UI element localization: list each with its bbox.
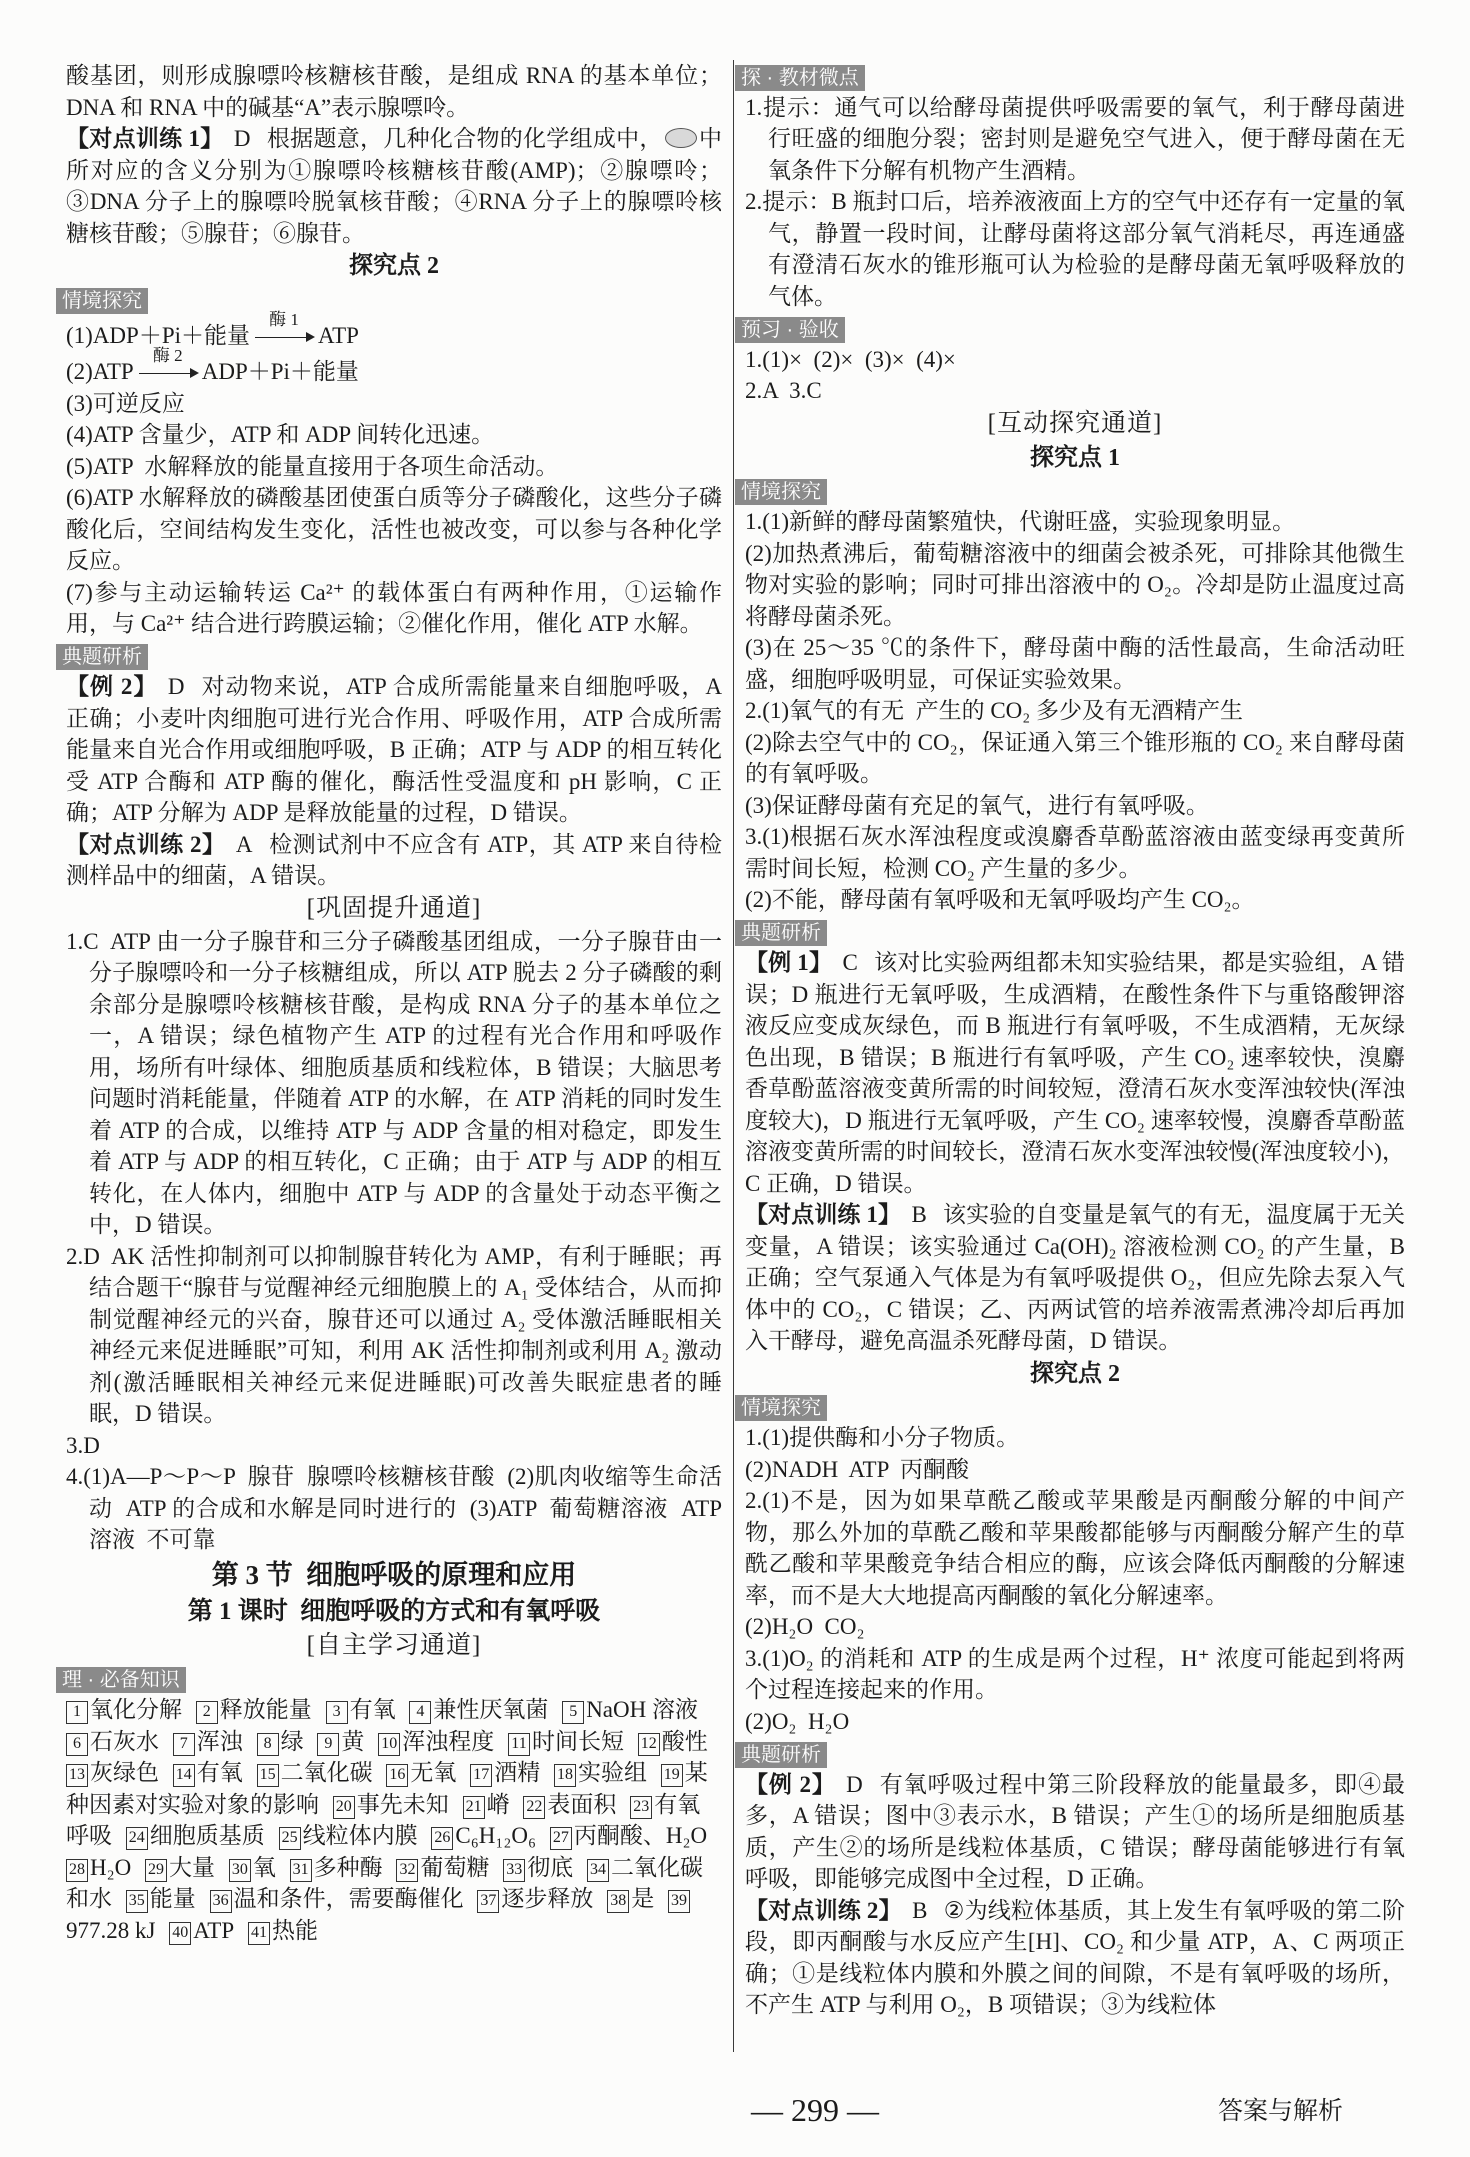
item-text: 有氧	[349, 1697, 396, 1722]
numbered-answer: 2.提示：B 瓶封口后，培养液液面上方的空气中还存有一定量的氧气，静置一段时间，让酵母菌将这部分氧气消耗尽，再连通盛有澄清石灰水的锥形瓶可认为检验的是酵母菌无氧呼吸释放的气体。	[745, 189, 1405, 309]
item-number-box: 41	[248, 1922, 270, 1945]
reaction-right-side: ADP＋Pi＋能量	[201, 359, 359, 384]
answer-item	[66, 1855, 131, 1880]
answer-paragraph: (4)ATP 含量少，ATP 和 ADP 间转化迅速。	[66, 422, 495, 447]
question-answer	[745, 1895, 1405, 2021]
item-number-box: 32	[396, 1859, 418, 1882]
numbered-answer: 4.(1)A—P～P～P 腺苷 腺嘌呤核糖核苷酸 (2)肌肉收缩等生命活动 ATP 的合成和水解是同时进行的 (3)ATP 葡萄糖溶液 ATP 溶液 不可靠	[66, 1464, 728, 1552]
section-tag-row	[62, 1663, 722, 1695]
section-tag: 理 · 必备知识	[56, 1667, 186, 1693]
answer-item	[290, 1855, 383, 1880]
answer-paragraph: 2.A 3.C	[745, 378, 822, 403]
item-text: H₂O	[90, 1854, 132, 1880]
question-answer	[66, 671, 728, 829]
section-tag-row	[741, 916, 1405, 948]
item-text: 释放能量	[219, 1697, 312, 1722]
item-text: 二氧化碳	[280, 1760, 373, 1785]
item-text: 二氧化碳和水	[66, 1854, 704, 1911]
item-text: 石灰水	[90, 1728, 159, 1754]
page-number: — 299 —	[751, 2092, 879, 2128]
item-text: 能量	[149, 1886, 196, 1911]
explanation-text: 中所对应的含义分别为①腺嘌呤核糖核苷酸(AMP)；②腺嘌呤；③DNA 分子上的腺嘌呤脱氧核苷酸；④RNA 分子上的腺嘌呤核糖核苷酸；⑤腺苷；⑥腺苷。	[66, 126, 723, 246]
arrow-shaft	[255, 337, 309, 338]
answer-item	[607, 1886, 654, 1911]
answer-item	[409, 1697, 548, 1722]
item-text: 事先未知	[356, 1791, 449, 1817]
item-number-box: 11	[508, 1733, 530, 1756]
item-text: 酒精	[494, 1760, 541, 1785]
question-answer	[66, 123, 722, 249]
item-text: NaOH 溶液	[586, 1697, 698, 1722]
explore-point-heading: 探究点 2	[1030, 1360, 1120, 1387]
answer-letter: A	[235, 831, 253, 857]
answer-paragraph: 1.(1)提供酶和小分子物质。	[745, 1425, 1020, 1450]
arrow-icon	[137, 346, 199, 388]
item-number-box: 33	[503, 1859, 525, 1882]
section-tag: 典题研析	[735, 1742, 827, 1768]
answer-item	[396, 1855, 489, 1880]
item-number-box: 2	[196, 1701, 218, 1724]
item-number-box: 34	[587, 1859, 609, 1882]
section-tag: 情境探究	[56, 288, 148, 314]
answer-paragraph: (2)不能，酵母菌有氧呼吸和无氧呼吸均产生 CO₂。	[745, 887, 1255, 912]
item-number-box: 15	[257, 1764, 279, 1787]
answer-paragraph: 1.(1)新鲜的酵母菌繁殖快，代谢旺盛，实验现象明显。	[745, 509, 1296, 534]
item-number-box: 29	[145, 1859, 167, 1882]
explanation-text: 该对比实验两组都未知实验结果，都是实验组，A 错误；D 瓶进行无氧呼吸，生成酒精，在酸性条件下与重铬酸钾溶液反应变成灰绿色，而 B 瓶进行有氧呼吸，不生成酒精，无灰绿色出现，B 错误；B 瓶进行有氧呼吸，产生 CO₂ 速率较快，溴麝香草酚蓝溶液变黄所需的时间较短，澄清石灰水变浑浊较快(浑浊度较大)，D 瓶进行无氧呼吸，产生 CO₂ 速率较慢，溴麝香草酚蓝溶液变黄所需的时间较长，澄清石灰水变浑浊较慢(浑浊度较小)，C 正确，D 错误。	[745, 950, 1406, 1196]
section-title: 第 3 节 细胞呼吸的原理和应用	[211, 1559, 577, 1590]
item-text: 绿	[280, 1728, 304, 1754]
item-number-box: 27	[550, 1827, 572, 1850]
item-text: 酸性	[661, 1728, 708, 1754]
item-text: 兼性厌氧菌	[433, 1697, 549, 1722]
item-text: 是	[631, 1886, 655, 1911]
item-number-box: 6	[66, 1733, 88, 1756]
answer-item	[210, 1886, 464, 1911]
item-text: 有氧呼吸	[66, 1791, 701, 1848]
answer-paragraph: 2.(1)氧气的有无 产生的 CO₂ 多少及有无酒精产生	[745, 698, 1244, 723]
item-text: 丙酮酸、H₂O	[573, 1823, 708, 1848]
answer-paragraph: 3.(1)根据石灰水浑浊程度或溴麝香草酚蓝溶液由蓝变绿再变黄所需时间长短，检测 CO₂ 产生量的多少。	[745, 824, 1405, 881]
answer-item	[638, 1729, 708, 1754]
answer-item	[333, 1792, 449, 1817]
question-label: 【例 1】	[745, 950, 833, 975]
item-number-box: 7	[173, 1733, 195, 1756]
oval-icon	[665, 128, 697, 148]
item-text: 热能	[271, 1917, 318, 1943]
section-tag: 典题研析	[735, 920, 827, 946]
answer-paragraph: (2)O₂ H₂O	[745, 1708, 850, 1734]
footer-section-title: 答案与解析	[1218, 2098, 1344, 2125]
item-text: 逐步释放	[501, 1886, 594, 1911]
item-text: C₆H₁₂O₆	[455, 1823, 537, 1848]
explanation-text: 该实验的自变量是氧气的有无，温度属于无关变量，A 错误；该实验通过 Ca(OH)₂ 溶液检测 CO₂ 的产生量，B 正确；空气泵通入气体是为有氧呼吸提供 O₂，但应先除去泵入气体中的 CO₂，C 错误；乙、丙两试管的培养液需煮沸冷却后再加入干酵母，避免高温杀死酵母菌，D 错误。	[745, 1202, 1411, 1353]
item-number-box: 39	[668, 1890, 690, 1913]
answer-paragraph: (3)可逆反应	[66, 390, 185, 416]
item-number-box: 9	[317, 1733, 339, 1756]
section-tag-row	[741, 1737, 1405, 1769]
question-answer	[66, 829, 722, 892]
section-tag: 情境探究	[735, 479, 827, 505]
explanation-text: 有氧呼吸过程中第三阶段释放的能量最多，即④最多，A 错误；图中③表示水，B 错误；产生①的场所是细胞质基质，产生②的场所是线粒体基质，C 错误；酵母菌能够进行有氧呼吸，即能够完成图中全过程，D 正确。	[745, 1771, 1406, 1891]
answer-item	[66, 1697, 182, 1722]
answer-item	[173, 1760, 243, 1785]
answer-item	[196, 1697, 312, 1722]
answer-letter: D	[167, 674, 185, 699]
question-label: 【对点训练 1】	[745, 1202, 902, 1227]
question-label: 【对点训练 1】	[66, 126, 224, 151]
item-text: 时间长短	[531, 1728, 624, 1754]
item-text: 温和条件，需要酶催化	[233, 1886, 464, 1911]
item-number-box: 16	[386, 1764, 408, 1787]
question-label: 【对点训练 2】	[745, 1897, 902, 1923]
item-number-box: 24	[126, 1827, 148, 1850]
item-text: 多种酶	[313, 1854, 383, 1880]
section-tag-row	[62, 640, 722, 672]
answer-paragraph: (2)加热煮沸后，葡萄糖溶液中的细菌会被杀死，可排除其他微生物对实验的影响；同时可排出溶液中的 O₂。冷却是防止温度过高将酵母菌杀死。	[745, 540, 1405, 629]
answer-item	[508, 1729, 624, 1754]
reaction-left-side: (1)ADP＋Pi＋能量	[66, 322, 251, 348]
item-number-box: 20	[333, 1796, 355, 1819]
answer-item	[554, 1760, 647, 1785]
left-column	[62, 60, 728, 2072]
answer-paragraph: (3)在 25～35 ℃的条件下，酵母菌中酶的活性最高，生命活动旺盛，细胞呼吸明显，可保证实验效果。	[745, 635, 1405, 692]
answer-item	[257, 1729, 304, 1754]
answer-item	[279, 1823, 418, 1848]
answer-paragraph: 3.(1)O₂ 的消耗和 ATP 的生成是两个过程，H⁺ 浓度可能起到将两个过程连接起来的作用。	[745, 1645, 1405, 1702]
question-answer	[745, 1199, 1411, 1357]
item-number-box: 21	[463, 1796, 485, 1819]
answer-paragraph: 2.(1)不是，因为如果草酰乙酸或苹果酸是丙酮酸分解的中间产物，那么外加的草酰乙酸和苹果酸都能够与丙酮酸分解产生的草酰乙酸和苹果酸竞争结合相应的酶，应该会降低丙酮酸的分解速率，而不是大大地提高丙酮酸的氧化分解速率。	[745, 1488, 1405, 1608]
channel-heading: [巩固提升通道]	[306, 894, 482, 922]
item-number-box: 1	[66, 1701, 88, 1724]
item-number-box: 3	[326, 1701, 348, 1724]
item-number-box: 12	[638, 1733, 660, 1756]
arrow-head	[190, 368, 199, 378]
arrow-head	[306, 332, 315, 342]
answer-item	[550, 1823, 707, 1848]
numbered-answer: 2.D AK 活性抑制剂可以抑制腺苷转化为 AMP，有利于睡眠；再结合题干“腺苷与觉醒神经元细胞膜上的 A₁ 受体结合，从而抑制觉醒神经元的兴奋，腺苷还可以通过 A₂ 受体激活睡眠相关神经元来促进睡眠”可知，利用 AK 活性抑制剂或利用 A₂ 激动剂(激活睡眠相关神经元来促进睡眠)可改善失眠症患者的睡眠，D 错误。	[66, 1243, 722, 1426]
channel-heading: [互动探究通道]	[987, 409, 1163, 437]
explore-point-heading: 探究点 1	[1030, 444, 1120, 471]
explanation-text: 根据题意，几种化合物的化学组成中，	[266, 126, 663, 151]
item-text: 黄	[341, 1728, 365, 1754]
item-text: 氧	[252, 1854, 276, 1880]
item-number-box: 4	[409, 1701, 431, 1724]
item-text: 灰绿色	[90, 1760, 159, 1785]
item-number-box: 14	[173, 1764, 195, 1787]
item-text: 葡萄糖	[420, 1854, 490, 1880]
item-text: 细胞质基质	[149, 1823, 265, 1848]
section-tag: 探 · 教材微点	[735, 65, 865, 91]
explore-point-heading: 探究点 2	[349, 253, 439, 279]
explanation-text: 检测试剂中不应含有 ATP，其 ATP 来自待检测样品中的细菌，A 错误。	[66, 831, 723, 888]
item-number-box: 37	[477, 1890, 499, 1913]
question-answer	[745, 1769, 1405, 1895]
answer-item	[126, 1823, 265, 1848]
item-number-box: 35	[126, 1890, 148, 1913]
answer-item	[257, 1760, 373, 1785]
answer-paragraph: (7)参与主动运输转运 Ca²⁺ 的载体蛋白有两种作用，①运输作用，与 Ca²⁺ 结合进行跨膜运输；②催化作用，催化 ATP 水解。	[66, 579, 722, 636]
section-tag: 预习 · 验收	[735, 317, 845, 343]
reaction-right-side: ATP	[318, 322, 359, 348]
answer-paragraph: (6)ATP 水解释放的磷酸基团使蛋白质等分子磷酸化，这些分子磷酸化后，空间结构发生变化，活性也被改变，可以参与各种化学反应。	[66, 485, 722, 573]
question-answer	[745, 947, 1405, 1199]
item-text: 无氧	[410, 1760, 457, 1785]
fill-in-answers	[66, 1694, 722, 1946]
item-text: 某种因素对实验对象的影响	[66, 1760, 708, 1817]
explanation-text: 对动物来说，ATP 合成所需能量来自细胞呼吸，A 正确；小麦叶肉细胞可进行光合作用、呼吸作用，ATP 合成所需能量来自光合作用或细胞呼吸，B 正确；ATP 与 ADP 的相互转化受 ATP 合酶和 ATP 酶的催化，酶活性受温度和 pH 影响，C 正确；ATP 分解为 ADP 是释放能量的过程，D 错误。	[66, 674, 728, 825]
explanation-text: ②为线粒体基质，其上发生有氧呼吸的第二阶段，即丙酮酸与水反应产生[H]、CO₂ 和少量 ATP，A、C 两项正确；①是线粒体内膜和外膜之间的间隙，不是有氧呼吸的场所，不产生 ATP 与利用 O₂，B 项错误；③为线粒体	[745, 1897, 1405, 2017]
question-label: 【例 2】	[66, 674, 158, 699]
section-tag-row	[62, 283, 722, 315]
answer-item	[173, 1729, 243, 1754]
answer-item	[326, 1697, 396, 1722]
answer-letter: B	[911, 1202, 927, 1227]
item-number-box: 30	[229, 1859, 251, 1882]
answer-item	[248, 1918, 318, 1943]
item-number-box: 19	[661, 1764, 683, 1787]
item-text: 977.28 kJ	[66, 1917, 156, 1943]
answer-paragraph: (3)保证酵母菌有充足的氧气，进行有氧呼吸。	[745, 792, 1209, 818]
numbered-answer: 1.C ATP 由一分子腺苷和三分子磷酸基团组成，一分子腺苷由一分子腺嘌呤和一分子核糖组成，所以 ATP 脱去 2 分子磷酸的剩余部分是腺嘌呤核糖核苷酸，是构成 RNA 分子的基本单位之一，A 错误；绿色植物产生 ATP 的过程有光合作用和呼吸作用，场所有叶绿体、细胞质基质和线粒体，B 错误；大脑思考问题时消耗能量，伴随着 ATP 的水解，在 ATP 消耗的同时发生着 ATP 的合成，以维持 ATP 与 ADP 含量的相对稳定，即发生着 ATP 与 ADP 的相互转化，C 正确；由于 ATP 与 ADP 的相互转化，在人体内，细胞中 ATP 与 ADP 的含量处于动态平衡之中，D 错误。	[66, 928, 722, 1237]
answer-paragraph: (2)H₂O CO₂	[745, 1614, 865, 1639]
reaction-left-side: (2)ATP	[66, 359, 134, 384]
answer-paragraph: 1.(1)× (2)× (3)× (4)×	[745, 346, 956, 372]
enzyme-label: 酶 2	[152, 346, 183, 365]
section-tag-row	[741, 312, 1405, 344]
answer-letter: C	[842, 950, 858, 975]
answer-item	[463, 1792, 510, 1817]
answer-item	[431, 1823, 536, 1848]
arrow-shaft	[139, 373, 193, 374]
item-number-box: 38	[607, 1890, 629, 1913]
lesson-title: 第 1 课时 细胞呼吸的方式和有氧呼吸	[187, 1597, 601, 1625]
section-tag-row	[741, 475, 1405, 507]
item-number-box: 25	[279, 1827, 301, 1850]
answer-item	[66, 1729, 159, 1754]
enzyme-label: 酶 1	[269, 309, 299, 329]
item-text: 彻底	[527, 1854, 574, 1880]
item-text: 浑浊	[196, 1728, 243, 1754]
item-number-box: 40	[169, 1922, 191, 1945]
item-text: 表面积	[547, 1791, 617, 1817]
answer-item	[503, 1855, 573, 1880]
answer-paragraph: (5)ATP 水解释放的能量直接用于各项生命活动。	[66, 453, 559, 479]
arrow-icon	[253, 309, 315, 352]
item-number-box: 8	[257, 1733, 279, 1756]
item-text: 大量	[169, 1854, 216, 1880]
answer-item	[562, 1697, 698, 1722]
item-text: 线粒体内膜	[302, 1823, 418, 1848]
item-number-box: 22	[523, 1796, 545, 1819]
section-tag-row	[741, 1391, 1405, 1423]
item-number-box: 31	[290, 1859, 312, 1882]
answer-item	[169, 1918, 234, 1943]
right-column	[741, 60, 1411, 2072]
item-number-box: 10	[378, 1733, 400, 1756]
section-tag: 典题研析	[56, 644, 148, 670]
answer-item	[145, 1855, 215, 1880]
answer-item	[66, 1760, 159, 1785]
question-label: 【对点训练 2】	[66, 831, 226, 857]
item-number-box: 18	[554, 1764, 576, 1787]
item-text: 浑浊程度	[402, 1728, 495, 1754]
answer-item	[317, 1729, 364, 1754]
answer-item	[126, 1886, 196, 1911]
answer-paragraph: 3.D	[66, 1432, 100, 1458]
item-number-box: 26	[431, 1827, 453, 1850]
answer-item	[470, 1760, 540, 1785]
answer-paragraph: (2)除去空气中的 CO₂，保证通入第三个锥形瓶的 CO₂ 来自酵母菌的有氧呼吸。	[745, 729, 1405, 786]
answer-paragraph: 酸基团，则形成腺嘌呤核糖核苷酸，是组成 RNA 的基本单位；DNA 和 RNA 中的碱基“A”表示腺嘌呤。	[66, 63, 722, 120]
item-number-box: 13	[66, 1764, 88, 1787]
answer-item	[523, 1792, 616, 1817]
answer-letter: D	[846, 1771, 863, 1797]
answer-letter: D	[233, 126, 251, 151]
answer-paragraph: (2)NADH ATP 丙酮酸	[745, 1456, 970, 1482]
section-tag: 情境探究	[735, 1395, 827, 1421]
item-number-box: 36	[210, 1890, 232, 1913]
reaction-equation	[66, 346, 722, 388]
answer-item	[378, 1729, 494, 1754]
item-text: 有氧	[196, 1760, 243, 1785]
item-number-box: 5	[562, 1701, 584, 1724]
question-label: 【例 2】	[745, 1771, 836, 1797]
numbered-answer: 1.提示：通气可以给酵母菌提供呼吸需要的氧气，利于酵母菌进行旺盛的细胞分裂；密封则是避免空气进入，便于酵母菌在无氧条件下分解有机物产生酒精。	[745, 94, 1405, 183]
item-number-box: 17	[470, 1764, 492, 1787]
item-text: ATP	[193, 1917, 235, 1943]
answer-item	[477, 1886, 593, 1911]
answer-letter: B	[912, 1897, 928, 1923]
item-text: 实验组	[577, 1760, 647, 1785]
item-number-box: 28	[66, 1859, 88, 1882]
item-text: 氧化分解	[90, 1697, 182, 1722]
section-tag-row	[741, 60, 1405, 92]
column-divider	[733, 60, 734, 2052]
item-text: 嵴	[486, 1791, 510, 1817]
answer-item	[386, 1760, 456, 1785]
channel-heading: [自主学习通道]	[306, 1631, 482, 1659]
answer-item	[229, 1855, 276, 1880]
item-number-box: 23	[630, 1796, 652, 1819]
